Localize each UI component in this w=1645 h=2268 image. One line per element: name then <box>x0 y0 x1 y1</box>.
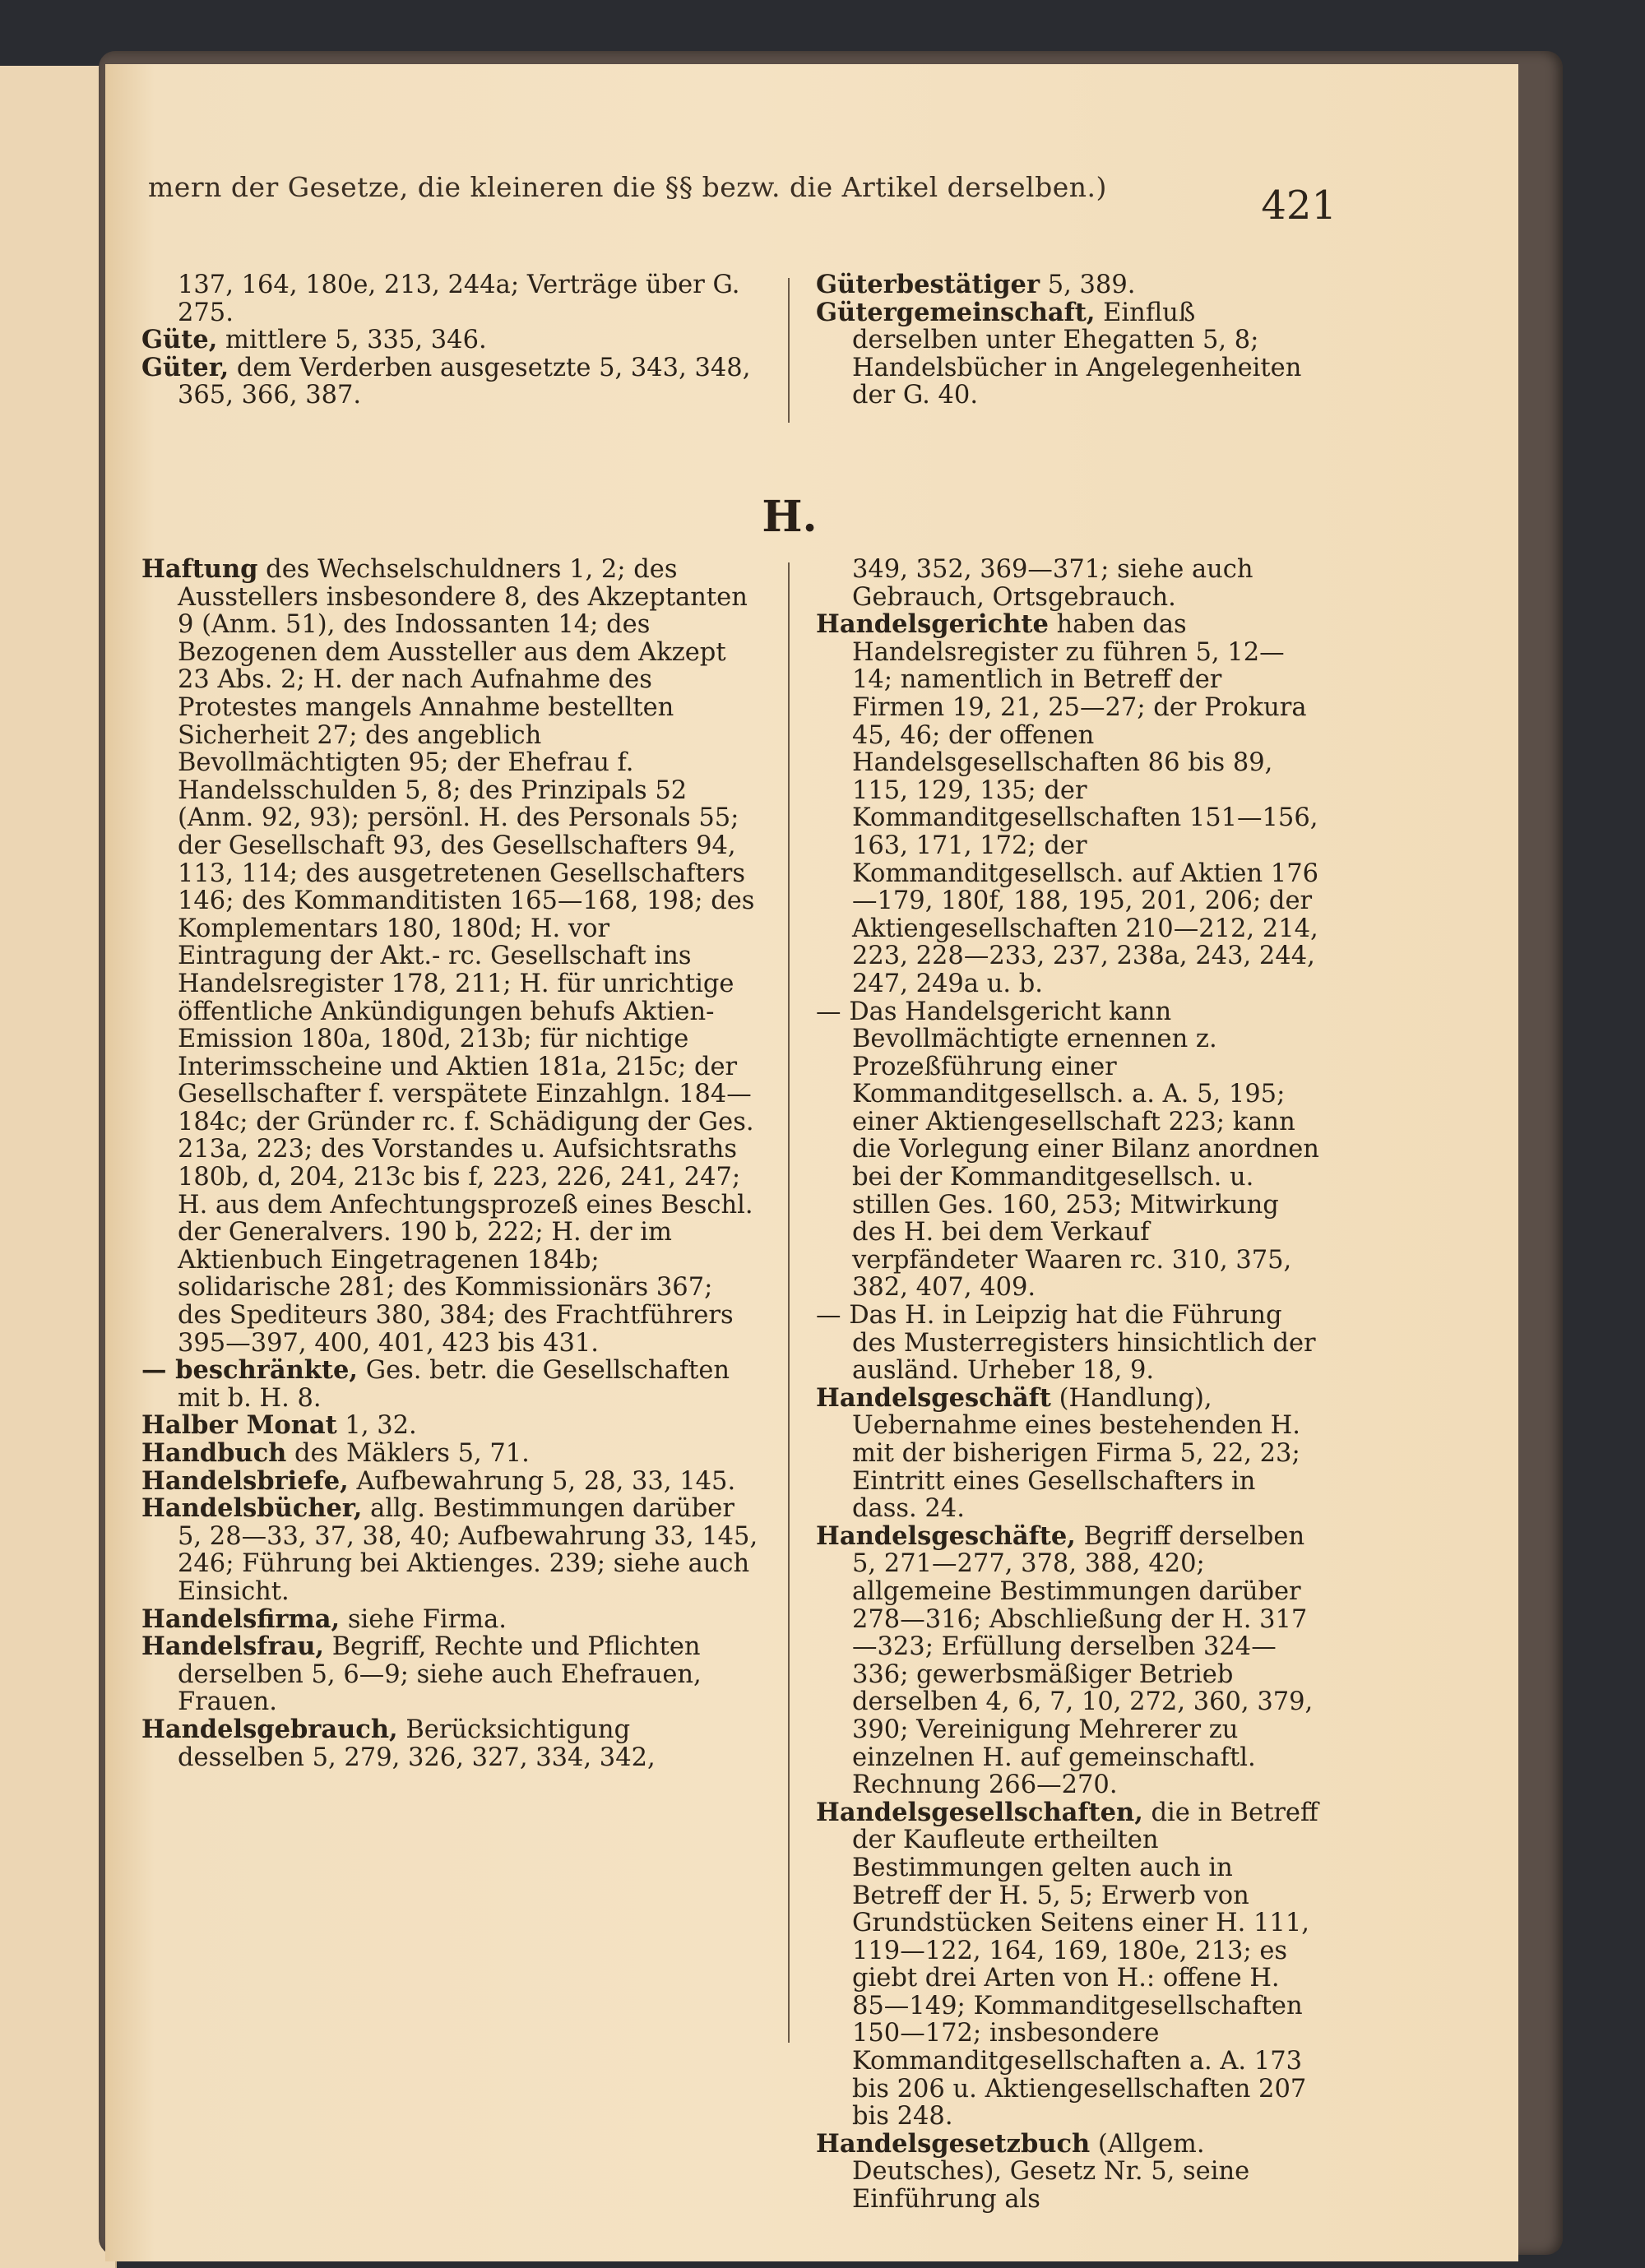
index-references: — Das H. in Leipzig hat die Führung des Musterregisters hinsichtlich der ausländ. Urheber 18, 9. <box>816 1301 1316 1386</box>
index-references: Ges. betr. die Gesellschaften mit b. H. 8. <box>178 1356 730 1413</box>
index-references: 137, 164, 180e, 213, 244a; Verträge über G. 275. <box>178 271 740 327</box>
index-entry <box>141 556 760 1357</box>
index-references: allg. Bestimmungen darüber 5, 28—33, 37, 38, 40; Aufbewahrung 33, 145, 246; Führung bei Aktienges. 239; siehe auch Einsicht. <box>178 1494 758 1606</box>
index-term: Handelsbriefe, <box>141 1465 349 1496</box>
top-left-column <box>141 271 760 410</box>
index-entry <box>816 1799 1319 2131</box>
index-entry <box>141 326 760 354</box>
index-references: 1, 32. <box>336 1411 417 1441</box>
index-references: die in Betreff der Kaufleute ertheilten Bestimmungen gelten auch in Betreff der H. 5, 5; Erwerb von Grundstücken Seitens einer H. 111, 119—122, 164, 169, 180e, 213; es giebt drei Arten von H.: offene H. 85—149; Kommanditgesellschaften 150—172; insbesondere Kommanditgesellschaften a. A. 173 bis 206 u. Aktiengesellschaften 207 bis 248. <box>852 1798 1318 2131</box>
index-term: Handelsbücher, <box>141 1493 363 1524</box>
index-entry <box>141 1716 760 1771</box>
index-term: Güterbestätiger <box>816 270 1040 299</box>
index-references: siehe Firma. <box>340 1604 507 1634</box>
index-entry <box>816 611 1319 997</box>
index-entry <box>141 1440 760 1468</box>
main-right-column <box>816 556 1319 2214</box>
running-head: mern der Gesetze, die kleineren die §§ bezw. die Artikel derselben.) <box>148 171 1107 203</box>
index-term: — beschränkte, <box>141 1355 359 1386</box>
index-references: 349, 352, 369—371; siehe auch Gebrauch, Ortsgebrauch. <box>852 555 1253 612</box>
index-references: Berücksichtigung desselben 5, 279, 326, 327, 334, 342, <box>178 1715 656 1772</box>
index-references: des Wechselschuldners 1, 2; des Ausstellers insbesondere 8, des Akzeptanten 9 (Anm. 51), des Indossanten 14; des Bezogenen dem Aussteller aus dem Akzept 23 Abs. 2; H. der nach Aufnahme des Protestes mangels Annahme bestellten Sicherheit 27; des angeblich Bevollmächtigten 95; der Ehefrau f. Handelsschulden 5, 8; des Prinzipals 52 (Anm. 92, 93); persönl. H. des Personals 55; der Gesellschaft 93, des Gesellschafters 94, 113, 114; des ausgetretenen Gesellschafters 146; des Kommanditisten 165—168, 198; des Komplementars 180, 180d; H. vor Eintragung der Akt.- rc. Gesellschaft ins Handelsregister 178, 211; H. für unrichtige öffentliche Ankündigungen behufs Aktien-Emission 180a, 180d, 213b; für nichtige Interimsscheine und Aktien 181a, 215c; der Gesellschafter f. verspätete Einzahlgn. 184—184c; der Gründer rc. f. Schädigung der Ges. 213a, 223; des Vorstandes u. Aufsichtsraths 180b, d, 204, 213c bis f, 223, 226, 241, 247; H. aus dem Anfechtungsprozeß eines Beschl. der Generalvers. 190 b, 222; H. der im Aktienbuch Eingetragenen 184b; solidarische 281; des Kommissionärs 367; des Spediteurs 380, 384; des Frachtführers 395—397, 400, 401, 423 bis 431. <box>178 555 755 1358</box>
index-entry <box>141 1465 760 1496</box>
index-references: Begriff, Rechte und Pflichten derselben 5, 6—9; siehe auch Ehefrauen, Frauen. <box>178 1632 702 1717</box>
index-entry <box>816 2128 1319 2215</box>
index-entry <box>816 271 1319 299</box>
index-term: Handelsfrau, <box>141 1632 324 1662</box>
index-entry <box>141 1633 760 1716</box>
index-entry <box>141 271 760 326</box>
index-references: mittlere 5, 335, 346. <box>217 326 487 355</box>
index-entry <box>816 1520 1319 1800</box>
index-references: dem Verderben ausgesetzte 5, 343, 348, 365, 366, 387. <box>178 353 751 410</box>
section-letter: H. <box>762 492 818 542</box>
page-number: 421 <box>1261 183 1337 229</box>
index-term: Handelsgebrauch, <box>141 1714 398 1744</box>
index-term: Handelsgerichte <box>816 609 1049 640</box>
index-term: Handelsgesetzbuch <box>816 2128 1091 2159</box>
index-entry <box>816 998 1319 1303</box>
column-rule-top <box>788 278 790 423</box>
index-term: Handelsfirma, <box>141 1604 341 1634</box>
index-term: Handelsgesellschaften, <box>816 1797 1143 1827</box>
index-term: Halber Monat <box>141 1410 337 1441</box>
index-entry <box>816 299 1319 410</box>
index-term: Gütergemeinschaft, <box>816 297 1096 327</box>
index-entry <box>141 1495 760 1605</box>
index-term: Handelsgeschäfte, <box>816 1520 1076 1551</box>
index-references: — Das Handelsgericht kann Bevollmächtigte ernennen z. Prozeßführung einer Kommanditgesellsch. a. A. 5, 195; einer Aktiengesellschaft 223; kann die Vorlegung einer Bilanz anordnen bei der Kommanditgesellsch. u. stillen Ges. 160, 253; Mitwirkung des H. bei dem Verkauf verpfändeter Waaren rc. 310, 375, 382, 407, 409. <box>816 997 1319 1303</box>
index-entry <box>816 1382 1319 1524</box>
top-right-column <box>816 271 1319 410</box>
index-entry <box>141 354 760 410</box>
index-references: des Mäklers 5, 71. <box>286 1439 530 1468</box>
index-term: Haftung <box>141 554 258 584</box>
index-entry <box>141 1606 760 1634</box>
index-entry <box>816 556 1319 611</box>
index-term: Handelsgeschäft <box>816 1382 1051 1413</box>
index-references: (Handlung), Uebernahme eines bestehenden H. mit der bisherigen Firma 5, 22, 23; Eintritt eines Gesellschafters in dass. 24. <box>852 1383 1300 1524</box>
main-left-column <box>141 556 760 1771</box>
index-term: Handbuch <box>141 1438 287 1468</box>
index-references: Einfluß derselben unter Ehegatten 5, 8; Handelsbücher in Angelegenheiten der G. 40. <box>852 298 1302 410</box>
index-entry <box>816 1302 1319 1385</box>
index-references: Aufbewahrung 5, 28, 33, 145. <box>348 1466 736 1496</box>
index-references: (Allgem. Deutsches), Gesetz Nr. 5, seine Einführung als <box>852 2129 1250 2215</box>
index-entry <box>141 1412 760 1440</box>
index-term: Güte, <box>141 325 218 355</box>
column-rule-main <box>788 562 790 2043</box>
index-term: Güter, <box>141 352 229 382</box>
index-entry <box>141 1357 760 1412</box>
index-references: haben das Handelsregister zu führen 5, 12—14; namentlich in Betreff der Firmen 19, 21, 25—27; der Prokura 45, 46; der offenen Handelsgesellschaften 86 bis 89, 115, 129, 135; der Kommanditgesellschaften 151—156, 163, 171, 172; der Kommanditgesellsch. auf Aktien 176—179, 180f, 188, 195, 201, 206; der Aktiengesellschaften 210—212, 214, 223, 228—233, 237, 238a, 243, 244, 247, 249a u. b. <box>852 610 1319 998</box>
index-references: 5, 389. <box>1040 271 1136 299</box>
index-references: Begriff derselben 5, 271—277, 378, 388, 420; allgemeine Bestimmungen darüber 278—316; Abschließung der H. 317—323; Erfüllung derselben 324—336; gewerbsmäßiger Betrieb derselben 4, 6, 7, 10, 272, 360, 379, 390; Vereinigung Mehrerer zu einzelnen H. auf gemeinschaftl. Rechnung 266—270. <box>852 1521 1314 1800</box>
